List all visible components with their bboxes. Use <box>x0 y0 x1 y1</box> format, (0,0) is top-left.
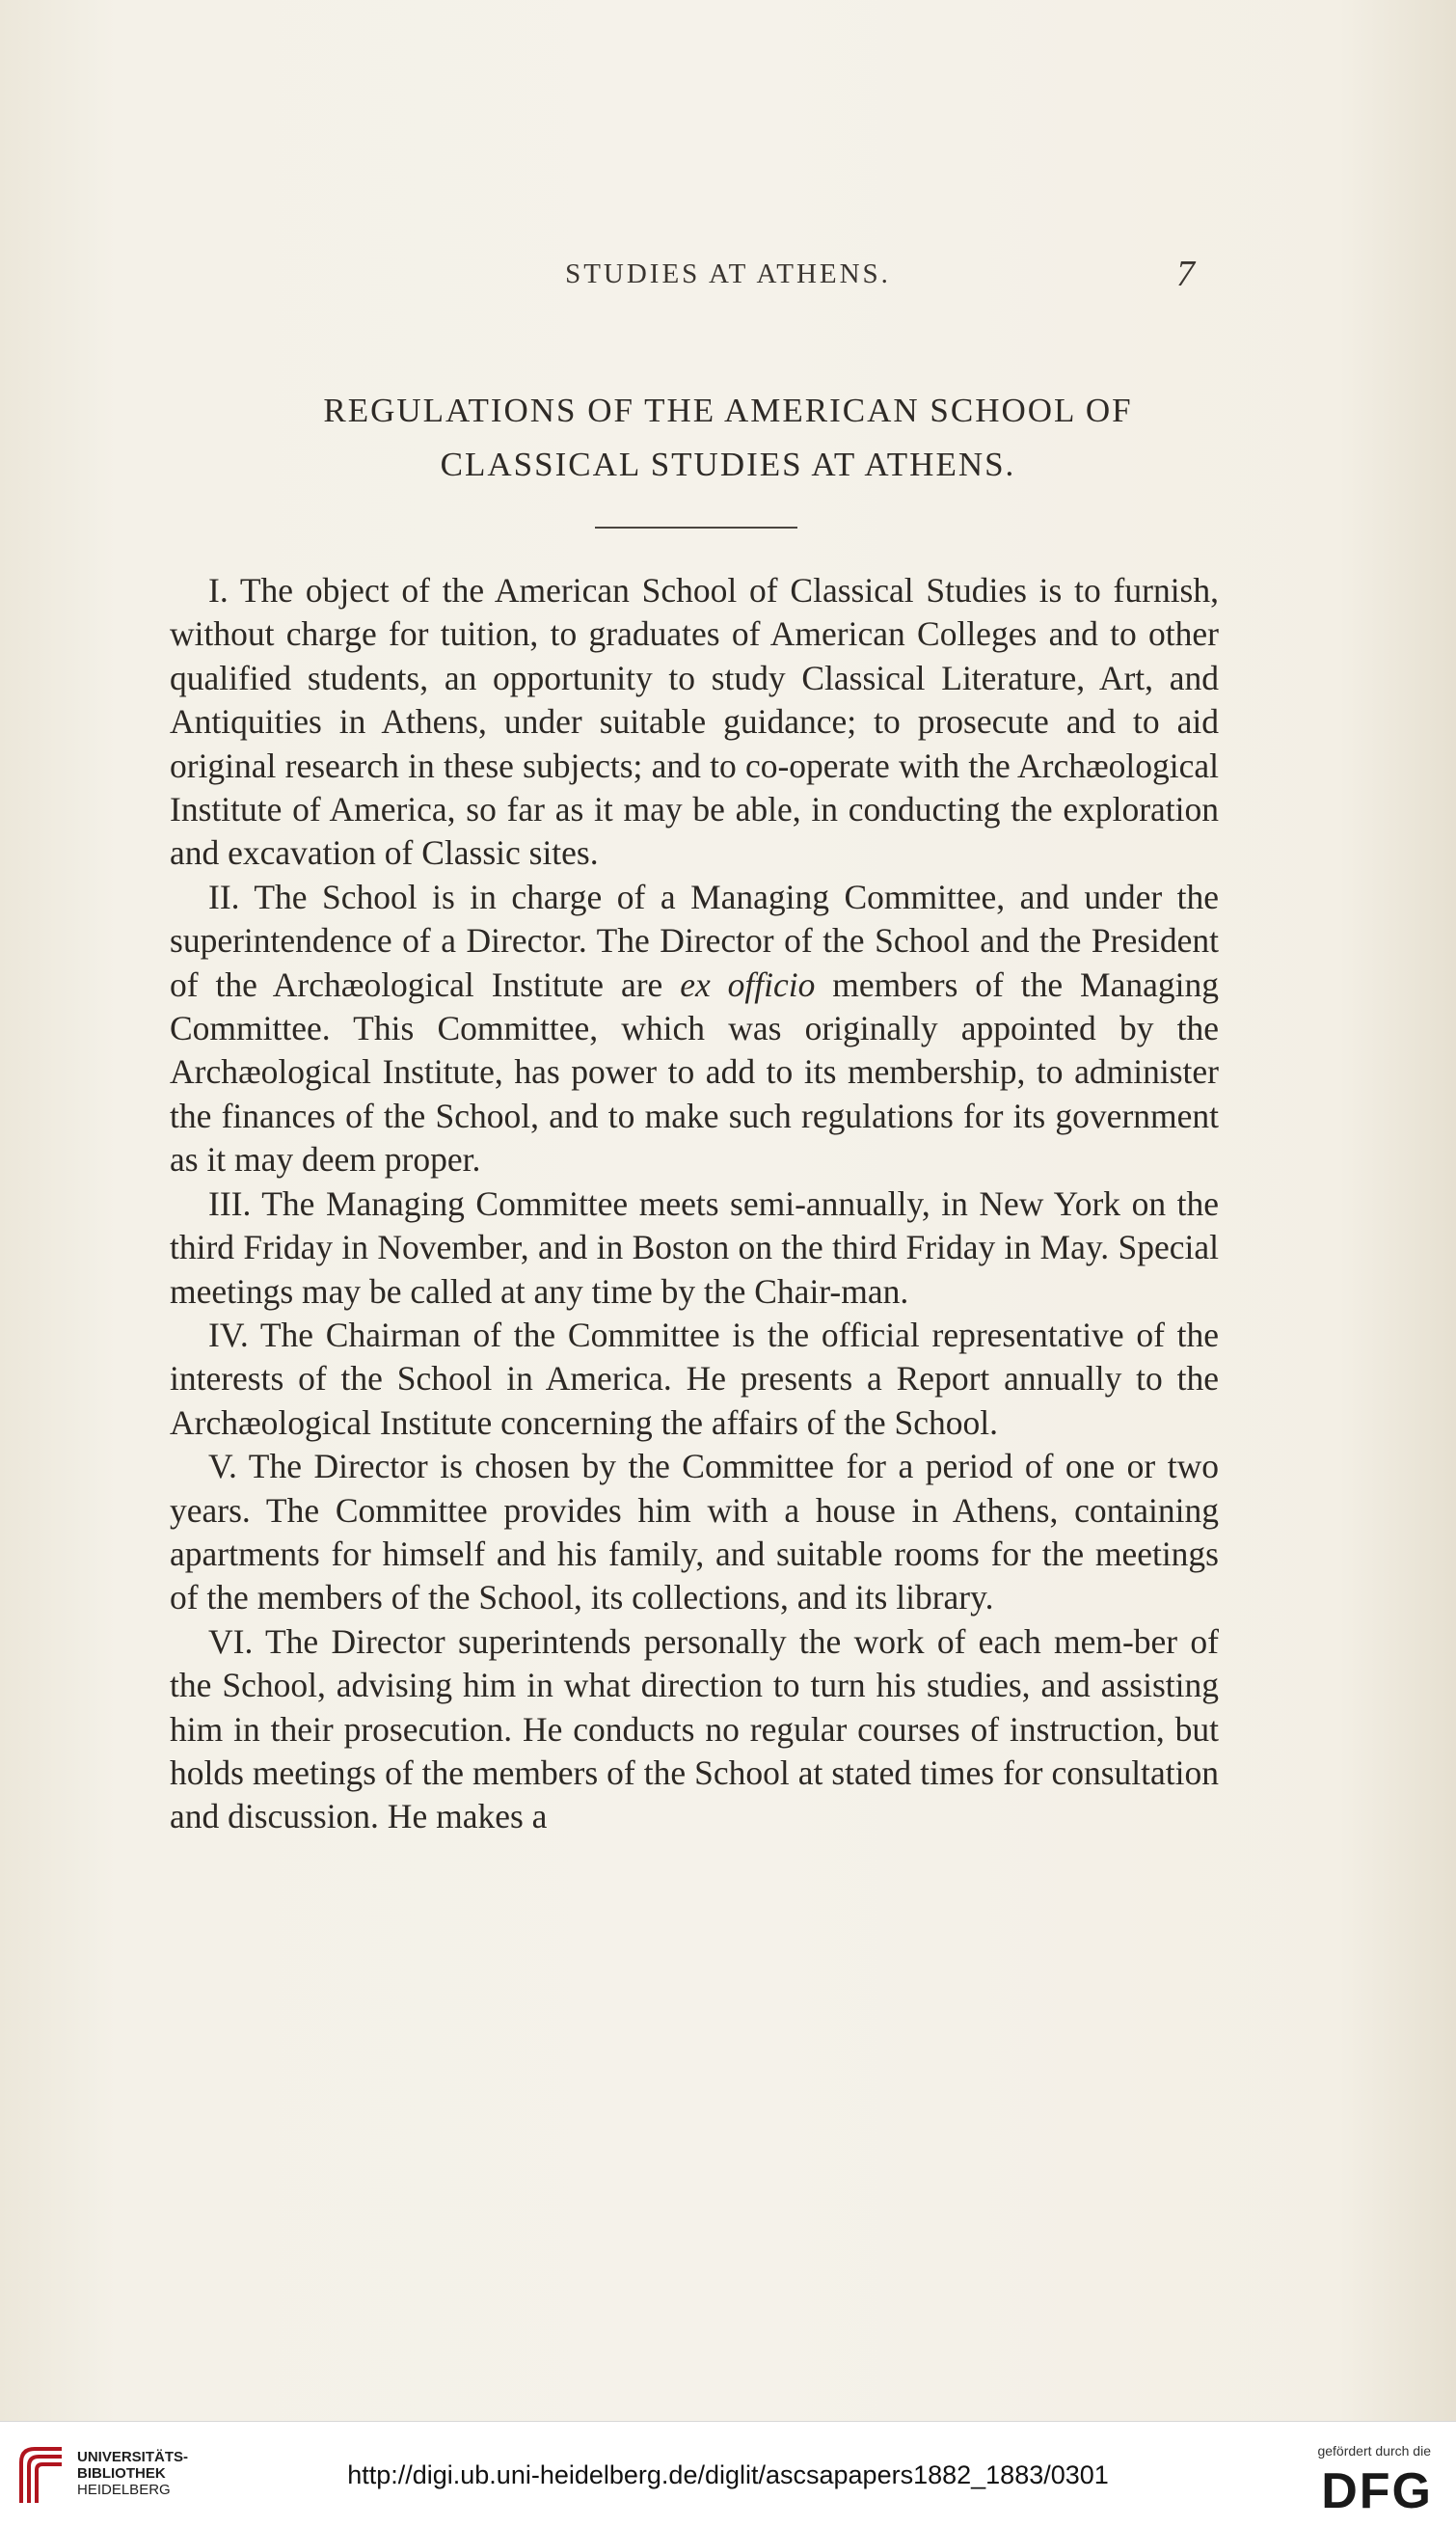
library-name-line-1: UNIVERSITÄTS- <box>77 2449 189 2465</box>
body-text <box>170 569 1219 1839</box>
paragraph-2-text-a: II. The School is in charge of a Managing Committee, and under the superintendence of a Director. The Director of the School and the President of the Archæological Institute are <box>170 877 1219 1004</box>
permalink-url[interactable]: http://digi.ub.uni-heidelberg.de/diglit/ascsapapers1882_1883/0301 <box>347 2460 1109 2489</box>
paragraph-4: IV. The Chairman of the Committee is the official representative of the interests of the School in America. He presents a Report annually to the Archæological Institute concerning the affairs of the School. <box>170 1315 1219 1442</box>
title-line-2: CLASSICAL STUDIES AT ATHENS. <box>440 446 1016 483</box>
paragraph-2 <box>170 876 1219 1182</box>
library-name-line-2: BIBLIOTHEK <box>77 2465 166 2482</box>
document-title <box>0 384 1456 492</box>
library-name-line-3: HEIDELBERG <box>77 2482 171 2498</box>
paragraph-1: I. The object of the American School of Classical Studies is to furnish, without charge for tuition, to graduates of American Colleges and to other qualified students, an opportunity to study Classical Literature, Art, and Antiquities in Athens, under suitable guidance; to prosecute and to aid original research in these subjects; and to co-operate with the Archæological Institute of America, so far as it may be able, in conducting the exploration and excavation of Classic sites. <box>170 571 1219 873</box>
paragraph-3: III. The Managing Committee meets semi-annually, in New York on the third Friday in November, and in Boston on the third Friday in May. Special meetings may be called at any time by the Chair-man. <box>170 1183 1219 1311</box>
paragraph-5: V. The Director is chosen by the Committee for a period of one or two years. The Committee provides him with a house in Athens, containing apartments for himself and his family, and suitable rooms for the meetings of the members of the School, its collections, and its library. <box>170 1447 1219 1617</box>
funded-by-label: gefördert durch die <box>1317 2443 1431 2459</box>
paragraph-6: VI. The Director superintends personally the work of each mem-ber of the School, advising him in what direction to turn his studies, and assisting him in their prosecution. He conducts no regular courses of instruction, but holds meetings of the members of the School at stated times for consultation and discussion. He makes a <box>170 1621 1219 1836</box>
title-line-1: REGULATIONS OF THE AMERICAN SCHOOL OF <box>323 392 1133 429</box>
running-title: STUDIES AT ATHENS. <box>565 258 891 289</box>
footer-bar <box>0 2421 1456 2527</box>
title-divider <box>595 527 797 529</box>
paragraph-2-text-b: members of the Managing Committee. This Committee, which was originally appointed by the Archæological Institute, has power to add to its membership, to administer the finances of the School, and to make such regulations for its government as it may deem proper. <box>170 965 1219 1180</box>
dfg-logo: DFG <box>1321 2463 1433 2519</box>
page-number: 7 <box>1176 254 1195 294</box>
paragraph-2-italic: ex officio <box>680 965 816 1004</box>
